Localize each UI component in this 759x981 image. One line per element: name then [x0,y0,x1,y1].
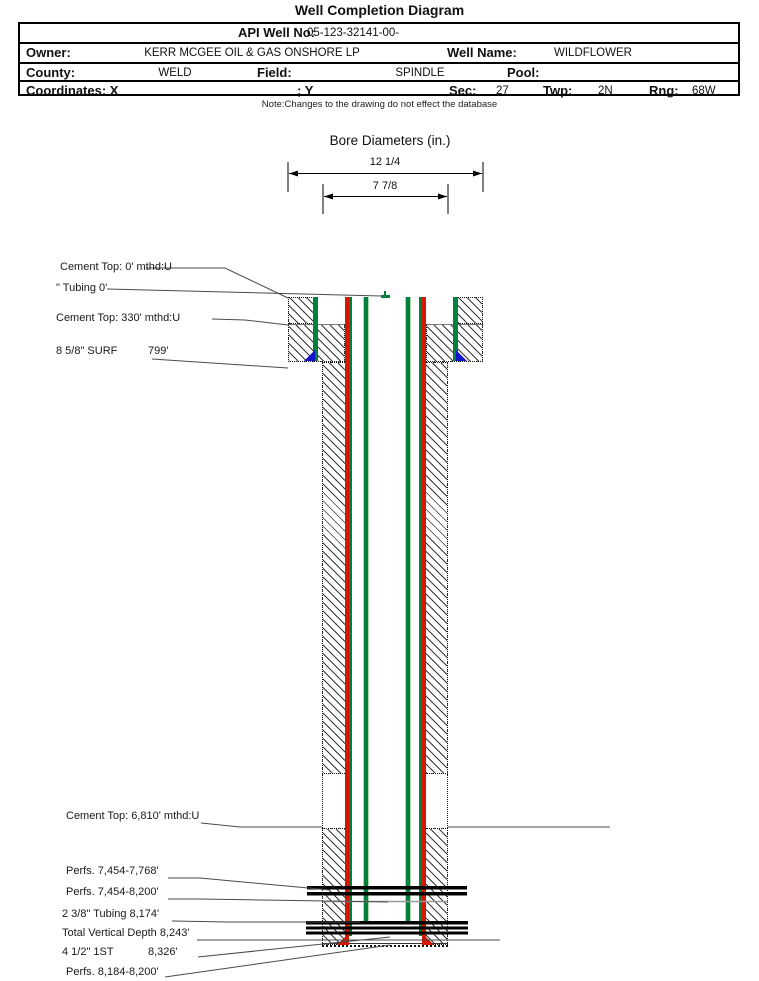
production-casing-right [422,297,426,944]
well-name-label: Well Name: [447,45,517,60]
label-perfs-lower: Perfs. 8,184-8,200' [66,966,159,978]
leader-cement-top-330 [212,319,288,325]
leader-perfs-lower [165,945,390,977]
label-tubing-top: " Tubing 0' [56,282,108,294]
table-row-owner [20,42,738,62]
leader-perfs-upper [168,878,330,890]
cement-outer-annulus-left [288,297,314,324]
rng-value: 68W [692,85,716,97]
cement-column-upper-right [426,362,448,774]
production-casing-left [345,297,349,944]
cement-column-lower-left [322,828,345,945]
table-row-county [20,62,738,82]
borehole-wall-gap-right [446,774,448,828]
pool-label: Pool: [507,65,540,80]
cement-column-lower-right [426,828,448,945]
twp-label: Twp: [543,83,573,98]
surface-casing-right [453,297,458,361]
owner-value: KERR MCGEE OIL & GAS ONSHORE LP [144,47,360,59]
label-surface-casing: 8 5/8" SURF [56,345,118,357]
surface-casing-left [313,297,318,361]
well-bottom-line [322,943,448,947]
cement-column-upper-left [322,362,345,774]
cement-outer-annulus-right [457,297,483,324]
api-label: API Well No: [237,25,315,40]
label-perfs-upper: Perfs. 7,454-7,768' [66,865,159,877]
owner-label: Owner: [26,45,71,60]
coordinate-y-label: ; Y [297,83,314,98]
borehole-wall-gap-left [322,774,324,828]
well-name-value: WILDFLOWER [554,47,632,59]
sec-label: Sec: [449,83,477,98]
production-liner-green-left [349,297,352,936]
outer-bore-dimension-label: 12 1/4 [369,156,401,168]
rng-label: Rng: [649,83,679,98]
label-cement-top-0: Cement Top: 0' mthd:U [60,261,172,273]
leader-cement-top-6810-left [201,823,322,827]
tubing-left [363,297,369,922]
leader-surface-casing [152,359,288,368]
label-tubing-depth: 2 3/8" Tubing 8,174' [62,908,160,920]
label-total-vertical-depth: Total Vertical Depth 8,243' [62,927,190,939]
county-label: County: [26,65,76,80]
leader-production-casing [198,937,390,957]
database-note: Note:Changes to the drawing do not effect the database [261,99,498,110]
table-row-api [20,24,738,42]
tubing-right [405,297,411,922]
label-production-casing-depth: 8,326' [148,946,178,958]
label-production-casing: 4 1/2" 1ST [62,946,114,958]
tubing-hanger-stem [384,291,386,296]
twp-value: 2N [598,85,613,97]
leader-tubing-top [107,289,381,296]
inner-bore-dimension-label: 7 7/8 [372,180,398,192]
table-row-coordinates [20,80,738,100]
coordinates-label: Coordinates: X [26,83,119,98]
label-cement-top-6810: Cement Top: 6,810' mthd:U [66,810,200,822]
field-value: SPINDLE [395,67,445,79]
label-perfs-mid: Perfs. 7,454-8,200' [66,886,159,898]
label-surface-casing-depth: 799' [148,345,169,357]
sec-value: 27 [496,85,509,97]
well-header-table [18,22,740,96]
page-title: Well Completion Diagram [294,2,465,18]
bore-diameters-title: Bore Diameters (in.) [329,133,451,148]
label-cement-top-330: Cement Top: 330' mthd:U [56,312,181,324]
field-label: Field: [257,65,292,80]
api-value: 05-123-32141-00- [307,27,400,39]
leader-perfs-mid [168,899,388,902]
county-value: WELD [158,67,192,79]
